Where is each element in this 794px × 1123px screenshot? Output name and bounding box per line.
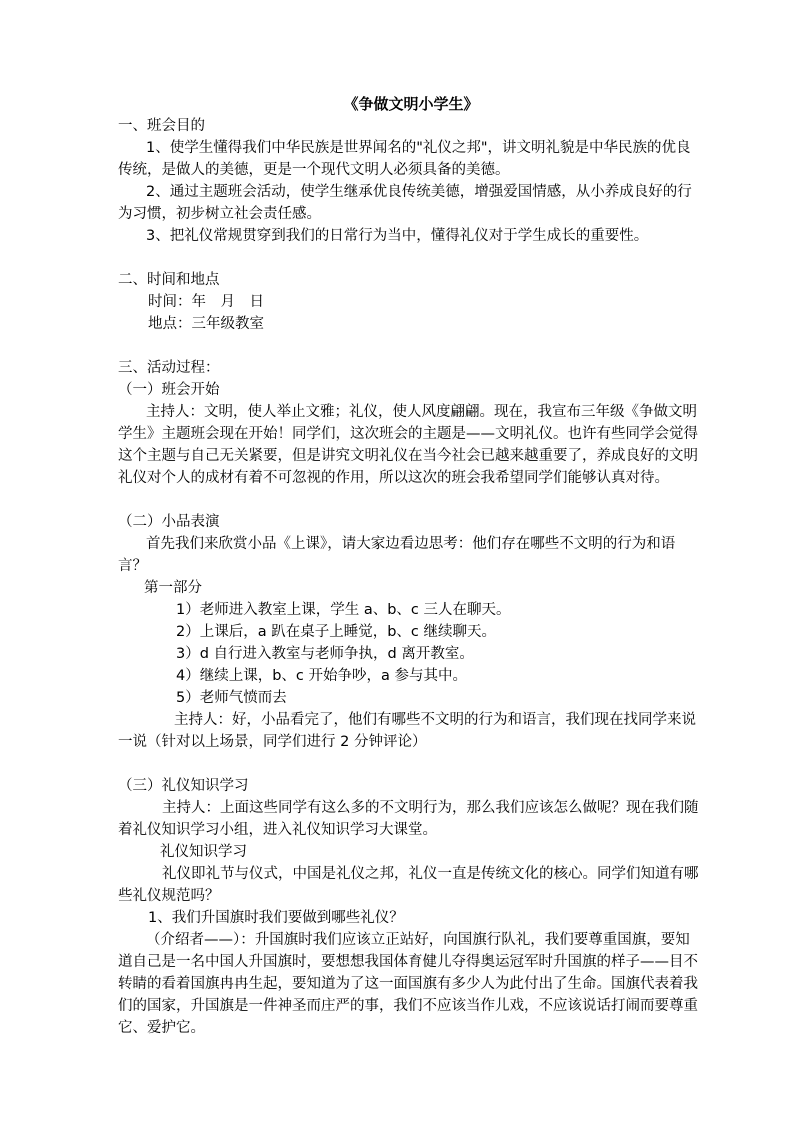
document-body	[118, 93, 704, 1039]
document-title: 《争做文明小学生》	[343, 95, 479, 113]
section-heading-time-place: 二、时间和地点	[118, 272, 220, 288]
etiquette-sub-heading: 礼仪知识学习	[160, 844, 247, 860]
subsection-heading-etiquette: （三）礼仪知识学习	[118, 778, 249, 794]
spacer	[118, 335, 704, 357]
subsection-heading-skit: （二）小品表演	[118, 514, 220, 530]
opening-paragraph: 主持人：文明，使人举止文雅；礼仪，使人风度翩翩。现在，我宣布三年级《争做文明学生》主题班会现在开始！同学们，这次班会的主题是——文明礼仪。也许有些同学会觉得这个主题与自己无关紧要，但是讲究文明礼仪在当今社会已越来越重要了，养成良好的文明礼仪对个人的成材有着不可忽视的作用，所以这次的班会我希望同学们能够认真对待。	[118, 404, 698, 486]
purpose-paragraph-1: 1、使学生懂得我们中华民族是世界闻名的"礼仪之邦"，讲文明礼貌是中华民族的优良传统，是做人的美德，更是一个现代文明人必须具备的美德。	[118, 140, 691, 178]
subsection-heading-opening: （一）班会开始	[118, 382, 220, 398]
skit-list-item: 5）老师气愤而去	[176, 690, 287, 706]
skit-list-item: 4）继续上课，b、c 开始争吵，a 参与其中。	[176, 668, 468, 684]
spacer	[118, 489, 704, 511]
section-heading-purpose: 一、班会目的	[118, 118, 205, 134]
skit-part-label: 第一部分	[144, 580, 202, 596]
skit-host-paragraph: 主持人：好，小品看完了，他们有哪些不文明的行为和语言，我们现在找同学来说一说（针对以上场景，同学们进行 2 分钟评论）	[118, 712, 696, 750]
skit-list-item: 2）上课后，a 趴在桌子上睡觉，b、c 继续聊天。	[176, 624, 497, 640]
spacer	[118, 753, 704, 775]
purpose-paragraph-3: 3、把礼仪常规贯穿到我们的日常行为当中，懂得礼仪对于学生成长的重要性。	[146, 228, 649, 244]
place-line: 地点：三年级教室	[148, 316, 264, 332]
etiquette-host-paragraph: 主持人：上面这些同学有这么多的不文明行为，那么我们应该怎么做呢？现在我们随着礼仪知识学习小组，进入礼仪知识学习大课堂。	[118, 800, 699, 838]
spacer	[118, 247, 704, 269]
skit-intro-paragraph: 首先我们来欣赏小品《上课》，请大家边看边思考：他们存在哪些不文明的行为和语言？	[118, 536, 676, 574]
etiquette-answer-paragraph: （介绍者——）：升国旗时我们应该立正站好，向国旗行队礼，我们要尊重国旗，要知道自己是一名中国人升国旗时，要想想我国体育健儿夺得奥运冠军时升国旗的样子——目不转睛的看着国旗冉冉生起，要知道为了这一面国旗有多少人为此付出了生命。国旗代表着我们的国家，升国旗是一件神圣而庄严的事，我们不应该当作儿戏，不应该说话打闹而要尊重它、爱护它。	[118, 932, 698, 1036]
purpose-paragraph-2: 2、通过主题班会活动，使学生继承优良传统美德，增强爱国情感，从小养成良好的行为习惯，初步树立社会责任感。	[118, 184, 692, 222]
skit-list-item: 1）老师进入教室上课，学生 a、b、c 三人在聊天。	[176, 602, 511, 618]
section-heading-process: 三、活动过程：	[118, 360, 220, 376]
etiquette-question-1: 1、我们升国旗时我们要做到哪些礼仪？	[148, 910, 404, 926]
etiquette-intro-paragraph: 礼仪即礼节与仪式，中国是礼仪之邦，礼仪一直是传统文化的核心。同学们知道有哪些礼仪规范吗？	[118, 866, 699, 904]
skit-list-item: 3）d 自行进入教室与老师争执，d 离开教室。	[176, 646, 474, 662]
time-line: 时间：年 月 日	[148, 294, 264, 310]
